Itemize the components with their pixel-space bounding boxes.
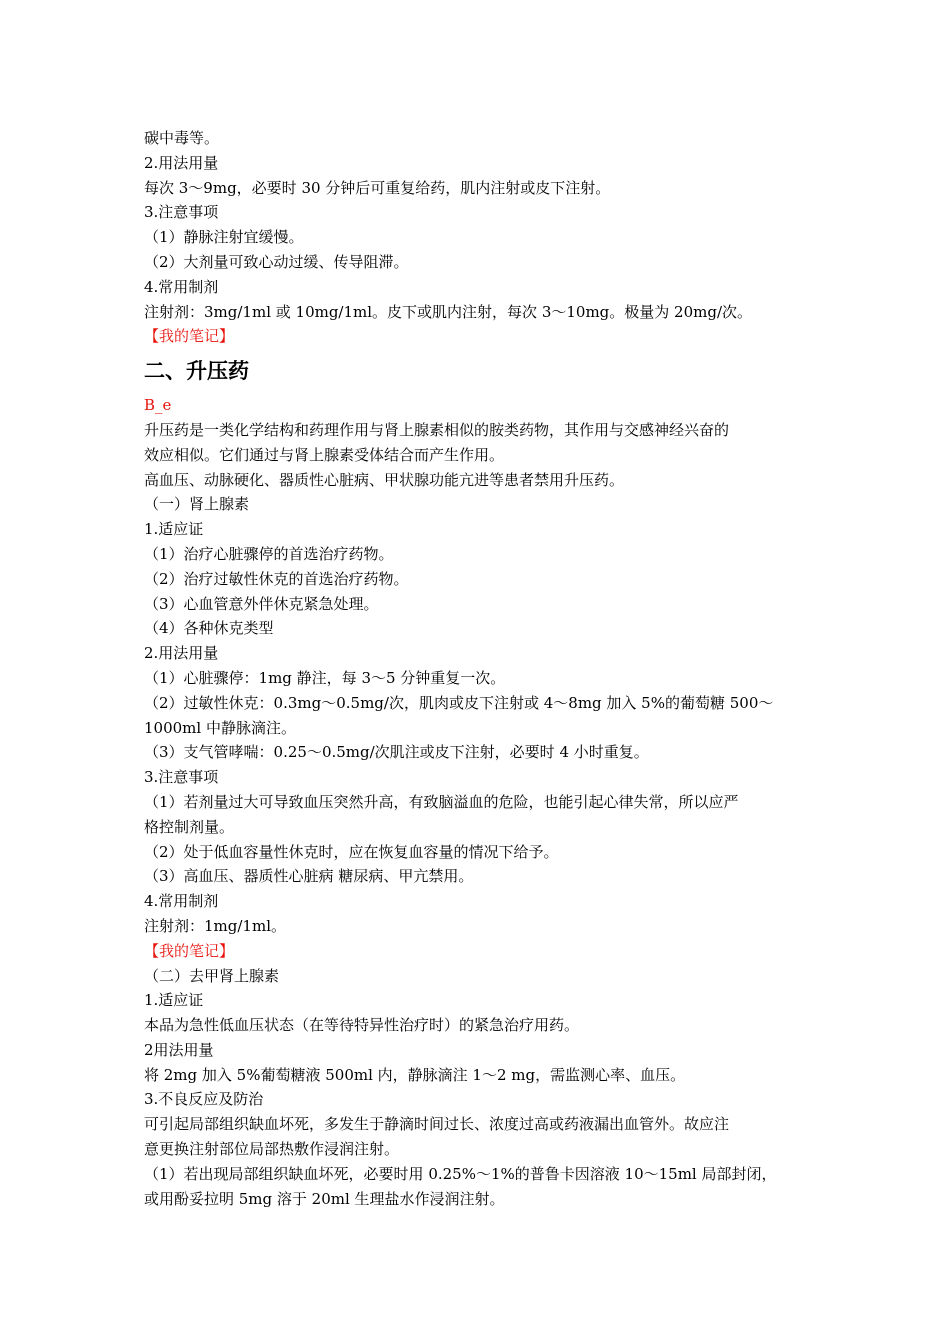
- text-line: 注射剂：3mg/1ml 或 10mg/1ml。皮下或肌内注射，每次 3～10mg。极量为 20mg/次。: [144, 302, 753, 321]
- subheading-preparations: 4.常用制剂: [144, 277, 219, 296]
- text-line: （1）治疗心脏骤停的首选治疗药物。: [144, 544, 394, 563]
- text-line: （3）心血管意外伴休克紧急处理。: [144, 594, 379, 613]
- text-line: 意更换注射部位局部热敷作浸润注射。: [144, 1140, 400, 1159]
- subheading-dosage: 2.用法用量: [144, 644, 219, 663]
- text-line: 注射剂：1mg/1ml。: [144, 916, 286, 935]
- subheading-precautions: 3.注意事项: [144, 768, 219, 787]
- document-body: [144, 126, 814, 1211]
- subheading-adverse-reactions: 3.不良反应及防治: [144, 1090, 264, 1109]
- subheading-dosage: 2用法用量: [144, 1040, 214, 1059]
- text-line: 1000ml 中静脉滴注。: [144, 718, 296, 737]
- text-line: （2）大剂量可致心动过缓、传导阻滞。: [144, 252, 409, 271]
- text-line: （3）高血压、器质性心脏病 糖尿病、甲亢禁用。: [144, 867, 474, 886]
- text-line: （1）若剂量过大可导致血压突然升高，有致脑溢血的危险，也能引起心律失常，所以应严: [144, 792, 739, 811]
- subheading-dosage: 2.用法用量: [144, 153, 219, 172]
- text-line: 碳中毒等。: [144, 129, 220, 147]
- text-line: （4）各种休克类型: [144, 619, 274, 638]
- text-line: （1）静脉注射宜缓慢。: [144, 228, 304, 247]
- text-line: （2）过敏性休克：0.3mg～0.5mg/次，肌肉或皮下注射或 4～8mg 加入 5%的葡萄糖 500～: [144, 693, 774, 712]
- text-line: 格控制剂量。: [144, 817, 235, 836]
- section-title: 二、升压药: [144, 359, 249, 384]
- text-line: 可引起局部组织缺血坏死，多发生于静滴时间过长、浓度过高或药液漏出血管外。故应注: [144, 1115, 730, 1134]
- subsection-title: （二）去甲肾上腺素: [144, 966, 280, 985]
- subheading-preparations: 4.常用制剂: [144, 892, 219, 911]
- my-notes-label: 【我的笔记】: [144, 941, 235, 960]
- text-line: 本品为急性低血压状态（在等待特异性治疗时）的紧急治疗用药。: [144, 1016, 580, 1035]
- subsection-title: （一）肾上腺素: [144, 495, 250, 514]
- text-line: （2）治疗过敏性休克的首选治疗药物。: [144, 569, 409, 588]
- text-line: （1）若出现局部组织缺血坏死，必要时用 0.25%～1%的普鲁卡因溶液 10～15ml 局部封闭，: [144, 1164, 777, 1183]
- red-marker: B_e: [144, 396, 172, 415]
- text-line: （1）心脏骤停：1mg 静注，每 3～5 分钟重复一次。: [144, 668, 506, 687]
- subheading-indications: 1.适应证: [144, 520, 204, 539]
- text-line: （2）处于低血容量性休克时，应在恢复血容量的情况下给予。: [144, 842, 559, 861]
- text-line: 将 2mg 加入 5%葡萄糖液 500ml 内，静脉滴注 1～2 mg，需监测心率、血压。: [144, 1065, 686, 1084]
- subheading-precautions: 3.注意事项: [144, 203, 219, 222]
- subheading-indications: 1.适应证: [144, 991, 204, 1010]
- text-line: 升压药是一类化学结构和药理作用与肾上腺素相似的胺类药物，其作用与交感神经兴奋的: [144, 420, 730, 439]
- text-line: 高血压、动脉硬化、器质性心脏病、甲状腺功能亢进等患者禁用升压药。: [144, 470, 625, 489]
- my-notes-label: 【我的笔记】: [144, 327, 235, 346]
- text-line: （3）支气管哮喘：0.25～0.5mg/次肌注或皮下注射，必要时 4 小时重复。: [144, 743, 649, 762]
- text-line: 效应相似。它们通过与肾上腺素受体结合而产生作用。: [144, 445, 505, 464]
- text-line: 每次 3～9mg，必要时 30 分钟后可重复给药，肌内注射或皮下注射。: [144, 178, 611, 197]
- text-line: 或用酚妥拉明 5mg 溶于 20ml 生理盐水作浸润注射。: [144, 1189, 505, 1208]
